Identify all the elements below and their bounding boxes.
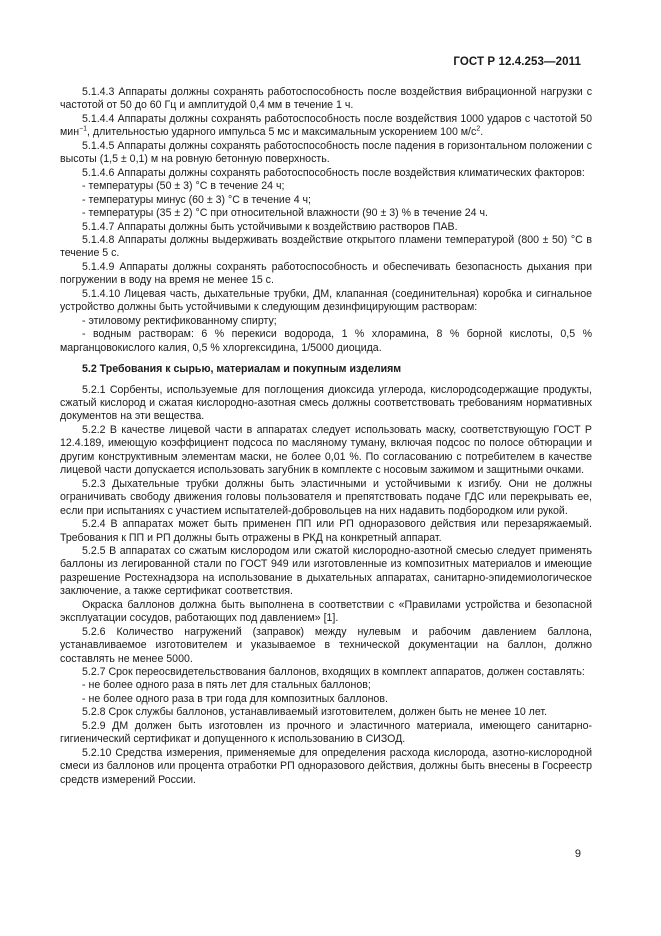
paragraph: 5.1.4.5 Аппараты должны сохранять работоспособность после падения в горизонтальном положении с высоты (1,5 ± 0,1) м на ровную бетонную поверхность. bbox=[60, 139, 592, 166]
list-item: - не более одного раза в три года для композитных баллонов. bbox=[82, 692, 388, 705]
paragraph: 5.1.4.9 Аппараты должны сохранять работоспособность и обеспечивать безопасность дыхания при погружении в воду на время не менее 15 с. bbox=[60, 260, 592, 287]
paragraph: 5.2.3 Дыхательные трубки должны быть эластичными и устойчивыми к изгибу. Они не должны ограничивать свободу движения головы пользователя и препятствовать подаче ГДС или перекрывать ее, если при испытаниях с участием испытателей-добровольцев на них надавить подбородком или рукой. bbox=[60, 477, 592, 517]
list-item: - не более одного раза в пять лет для стальных баллонов; bbox=[82, 679, 371, 692]
paragraph: 5.2.9 ДМ должен быть изготовлен из прочного и эластичного материала, имеющего санитарно-гигиенический сертификат и допущенного к использованию в СИЗОД. bbox=[60, 719, 592, 746]
paragraph: 5.2.8 Срок службы баллонов, устанавливаемый изготовителем, должен быть не менее 10 лет. bbox=[82, 706, 548, 719]
paragraph: 5.2.2 В качестве лицевой части в аппаратах следует использовать маску, соответствующую ГОСТ Р 12.4.189, имеющую коэффициент подсоса по масляному туману, включая подсос по полосе обтюрации и другим конструктивным элементам маски, не более 0,01 %. По согласованию с потребителем в качестве лицевой части допускается использовать загубник в комплекте с носовым зажимом и защитными очками. bbox=[60, 423, 592, 477]
list-item: - температуры минус (60 ± 3) °С в течение 4 ч; bbox=[82, 193, 311, 206]
section-heading: 5.2 Требования к сырью, материалам и покупным изделиям bbox=[82, 363, 402, 376]
list-item: - водным растворам: 6 % перекиси водорода, 1 % хлорамина, 8 % борной кислоты, 0,5 % марганцовокислого калия, 0,5 % хлоргексидина, 1/5000 диоцида. bbox=[60, 328, 592, 354]
page-number: 9 bbox=[574, 848, 581, 860]
paragraph: 5.2.4 В аппаратах может быть применен ПП или РП одноразового действия или перезаряжаемый. Требования к ПП и РП должны быть отражены в РКД на конкретный аппарат. bbox=[60, 518, 592, 544]
paragraph: 5.2.7 Срок переосвидетельствования баллонов, входящих в комплект аппаратов, должен составлять: bbox=[82, 666, 585, 679]
paragraph: 5.2.5 В аппаратах со сжатым кислородом или сжатой кислородно-азотной смесью следует применять баллоны из легированной стали по ГОСТ 949 или изготовленные из композитных материалов и имеющие разрешение Ростехнадзора на использование в дыхательных аппаратах, санитарно-эпидемиологическое заключение, а также сертификат соответствия. bbox=[60, 544, 592, 598]
paragraph: 5.1.4.3 Аппараты должны сохранять работоспособность после воздействия вибрационной нагрузки с частотой от 50 до 60 Гц и амплитудой 0,4 мм в течение 1 ч. bbox=[60, 86, 592, 112]
paragraph: 5.1.4.8 Аппараты должны выдерживать воздействие открытого пламени температурой (800 ± 50) °С в течение 5 с. bbox=[60, 233, 592, 260]
list-item: - температуры (50 ± 3) °С в течение 24 ч; bbox=[82, 180, 285, 193]
paragraph: 5.2.10 Средства измерения, применяемые для определения расхода кислорода, азотно-кислородной смеси из баллонов или процента отработки РП одноразового действия, должны быть внесены в Госреестр средств измерений России. bbox=[60, 746, 592, 786]
list-item: - температуры (35 ± 2) °С при относительной влажности (90 ± 3) % в течение 24 ч. bbox=[82, 207, 488, 220]
paragraph: 5.1.4.7 Аппараты должны быть устойчивыми к воздействию растворов ПАВ. bbox=[82, 220, 458, 233]
paragraph: 5.2.1 Сорбенты, используемые для поглощения диоксида углерода, кислородсодержащие продукты, сжатый кислород и сжатая кислородно-азотная смесь должны соответствовать требованиям нормативных документов на эти вещества. bbox=[60, 383, 592, 423]
document-header: ГОСТ Р 12.4.253—2011 bbox=[453, 56, 581, 68]
paragraph: 5.1.4.4 Аппараты должны сохранять работоспособность после воздействия 1000 ударов с частотой 50 мин$^{-1}$, длительностью ударного импульса 5 мс и максимальным ускорением 100 $м/с^2$. bbox=[60, 112, 592, 139]
paragraph: 5.2.6 Количество нагружений (заправок) между нулевым и рабочим давлением баллона, устанавливаемое изготовителем и указываемое в технической документации на баллон, должно составлять не менее 5000. bbox=[60, 625, 592, 665]
paragraph: 5.1.4.6 Аппараты должны сохранять работоспособность после воздействия климатических факторов: bbox=[82, 166, 585, 179]
list-item: - этиловому ректификованному спирту; bbox=[82, 314, 277, 327]
document-body bbox=[60, 86, 592, 787]
paragraph: Окраска баллонов должна быть выполнена в соответствии с «Правилами устройства и безопасной эксплуатации сосудов, работающих под давлением» [1]. bbox=[60, 598, 592, 625]
paragraph: 5.1.4.10 Лицевая часть, дыхательные трубки, ДМ, клапанная (соединительная) коробка и сигнальное устройство должны быть устойчивыми к следующим дезинфицирующим растворам: bbox=[60, 287, 592, 314]
